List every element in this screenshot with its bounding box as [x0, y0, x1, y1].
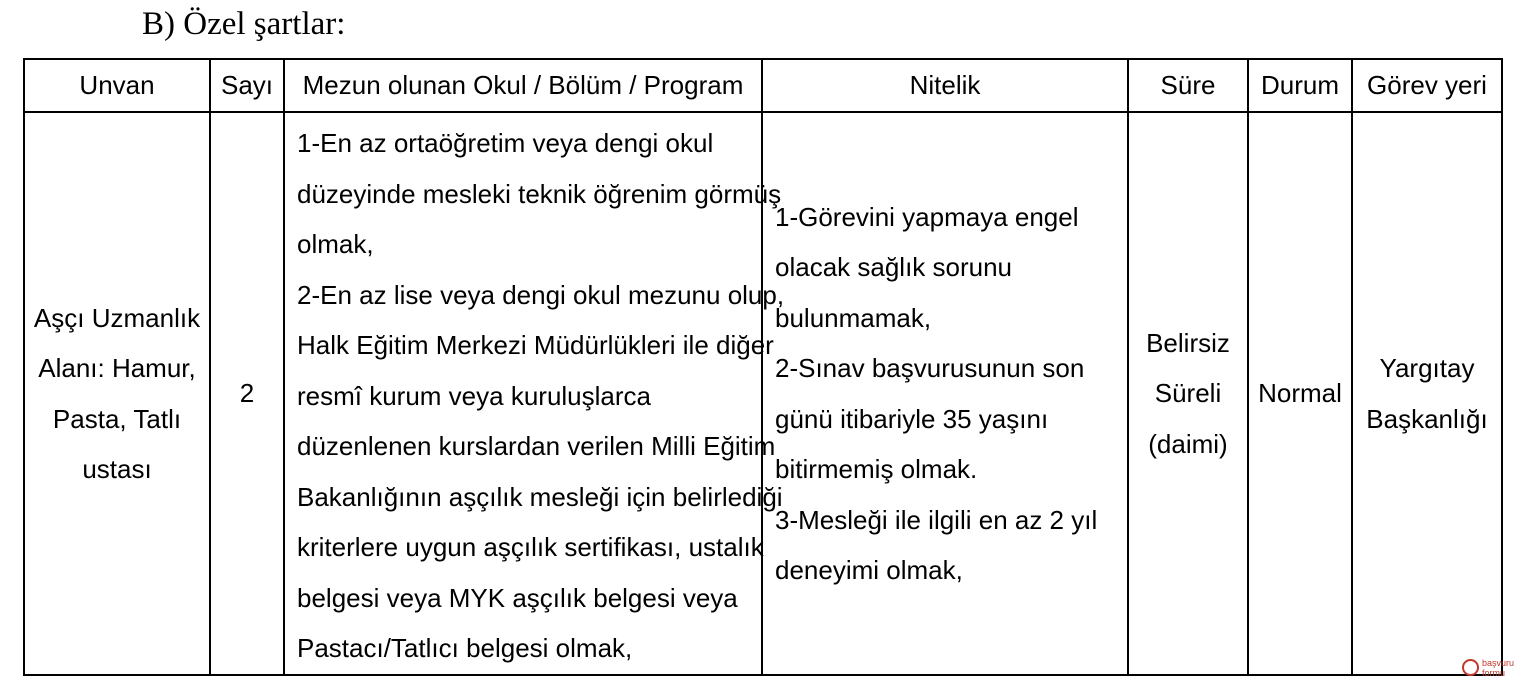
nitelik-line: bitirmemiş olmak. [775, 454, 978, 484]
mezuniyet-line: Halk Eğitim Merkezi Müdürlükleri ile diğer [297, 330, 774, 360]
watermark-logo [1462, 656, 1520, 682]
mezuniyet-line: düzenlenen kurslardan verilen Milli Eğitim [297, 431, 776, 461]
sayi-value: 2 [239, 378, 255, 409]
cell-sure [1128, 112, 1248, 675]
cell-gorev-yeri [1352, 112, 1502, 675]
cell-unvan [24, 112, 210, 675]
nitelik-line: 1-Görevini yapmaya engel [775, 201, 1079, 232]
sure-line: Süreli [1154, 378, 1222, 409]
sure-line: (daimi) [1148, 428, 1228, 459]
header-sure: Süre [1128, 59, 1248, 112]
header-sayi: Sayı [210, 59, 284, 112]
form-icon [1462, 659, 1479, 676]
mezuniyet-line: 1-En az ortaöğretim veya dengi okul [297, 128, 714, 158]
watermark-text [1482, 658, 1514, 678]
mezuniyet-line: Bakanlığının aşçılık mesleği için belirlediği [297, 481, 783, 512]
unvan-line: Alanı: Hamur, [38, 353, 196, 383]
mezuniyet-line: belgesi veya MYK aşçılık belgesi veya [297, 582, 738, 613]
nitelik-line: günü itibariyle 35 yaşını [775, 403, 1049, 434]
cell-nitelik [762, 112, 1128, 675]
unvan-line: Pasta, Tatlı [52, 403, 182, 434]
gorev-yeri-line: Başkanlığı [1366, 403, 1488, 434]
mezuniyet-line: kriterlere uygun aşçılık sertifikası, ustalık [297, 532, 764, 562]
nitelik-line: deneyimi olmak, [775, 555, 963, 585]
unvan-line: ustası [82, 454, 152, 484]
mezuniyet-line: Pastacı/Tatlıcı belgesi olmak, [297, 633, 633, 663]
header-gorev-yeri: Görev yeri [1352, 59, 1502, 112]
mezuniyet-line: 2-En az lise veya dengi okul mezunu olup, [297, 279, 785, 310]
nitelik-line: bulunmamak, [775, 302, 932, 333]
gorev-yeri-line: Yargıtay [1379, 353, 1475, 383]
header-durum: Durum [1248, 59, 1352, 112]
section-heading: B) Özel şartlar: [142, 6, 346, 42]
nitelik-line: 2-Sınav başvurusunun son [775, 353, 1085, 383]
special-conditions-table [23, 58, 1503, 676]
watermark-line: başvuru [1482, 658, 1515, 668]
durum-value: Normal [1258, 378, 1342, 409]
mezuniyet-line: resmî kurum veya kuruluşlarca [297, 380, 651, 411]
watermark-line: formu [1482, 668, 1506, 678]
mezuniyet-line: düzeyinde mesleki teknik öğrenim görmüş [297, 178, 782, 209]
header-nitelik: Nitelik [762, 59, 1128, 112]
header-row [24, 59, 1502, 112]
table-row [24, 112, 1502, 675]
cell-sayi [210, 112, 284, 675]
unvan-line: Aşçı Uzmanlık [33, 302, 201, 333]
mezuniyet-line: olmak, [297, 229, 374, 259]
header-unvan: Unvan [24, 59, 210, 112]
cell-mezuniyet [284, 112, 785, 675]
sure-line: Belirsiz [1146, 327, 1230, 358]
header-mezuniyet: Mezun olunan Okul / Bölüm / Program [284, 59, 762, 112]
cell-durum [1248, 112, 1352, 675]
nitelik-line: 3-Mesleği ile ilgili en az 2 yıl [775, 504, 1098, 535]
nitelik-line: olacak sağlık sorunu [775, 252, 1013, 282]
